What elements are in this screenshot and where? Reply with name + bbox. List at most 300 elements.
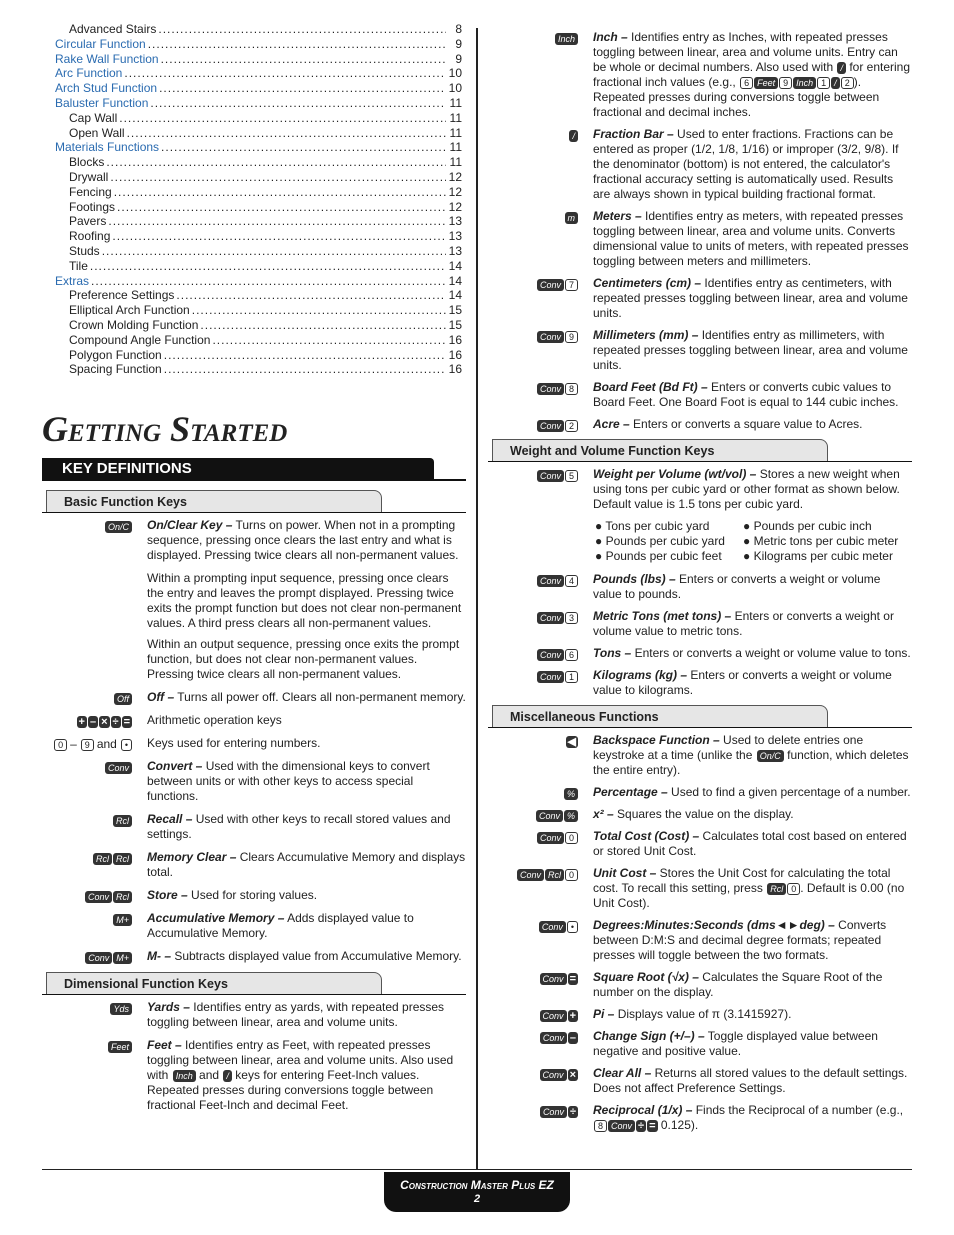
definition-text	[593, 30, 912, 120]
basic-entry	[42, 736, 466, 751]
toc-entry[interactable]	[42, 274, 466, 289]
toc-label: Arc Function	[55, 66, 123, 81]
inline-key-icon: Inch	[793, 77, 816, 89]
right-entry	[488, 328, 912, 373]
definition-text	[593, 829, 912, 859]
toc-page: 8	[455, 22, 462, 36]
definition-body-2: and	[199, 1068, 220, 1082]
toc-leader	[150, 96, 446, 111]
inline-key-icon: Feet	[754, 77, 778, 89]
left-column	[42, 22, 466, 377]
toc-entry[interactable]	[42, 318, 466, 333]
key-combo	[42, 1038, 147, 1113]
definition-body: Identifies entry as Inches, with repeated presses toggling between linear, area and volume units. Entry can be whole or decimal numbers. Also used with	[593, 30, 898, 74]
key-combo	[42, 888, 147, 903]
toc-entry[interactable]	[42, 111, 466, 126]
inline-key-icon: 8	[594, 1120, 607, 1132]
key-combo	[42, 518, 147, 563]
toc-entry[interactable]	[42, 37, 466, 52]
definition-term: Degrees:Minutes:Seconds (dms◄►deg) –	[593, 918, 835, 932]
toc-entry[interactable]	[42, 126, 466, 141]
definition-text	[147, 690, 466, 705]
toc-page: 15	[448, 303, 462, 318]
toc-entry[interactable]	[42, 200, 466, 215]
key-combo	[488, 733, 593, 778]
definition-term: Change Sign (+/–) –	[593, 1029, 705, 1043]
toc-entry[interactable]	[42, 229, 466, 244]
key-Rcl-icon: Rcl	[113, 815, 132, 827]
weight-entry	[488, 609, 912, 639]
onclear-paragraph-2: Within a prompting input sequence, pressing once clears the entry and leaves the prompt displayed. Pressing twice exits the prompt function but does not clear non-permanent values. A third press clears all non-permanent values.	[147, 571, 462, 630]
key-Conv-icon: Conv	[540, 1069, 567, 1081]
definition-body-3: ). Repeated presses during conversions toggle between fractional and decimal inches.	[593, 75, 880, 119]
toc-label: Cap Wall	[69, 110, 118, 125]
toc-leader	[91, 274, 446, 289]
toc-page: 12	[448, 169, 462, 184]
key-M-icon: M+	[113, 914, 132, 926]
key--icon: %	[564, 810, 578, 822]
definition-text	[147, 518, 466, 563]
key-combo	[42, 759, 147, 804]
toc-entry[interactable]	[42, 66, 466, 81]
toc-page: 15	[448, 317, 462, 332]
definition-text	[593, 1007, 912, 1022]
toc-page: 16	[448, 362, 462, 377]
key-OnC-icon: On/C	[105, 521, 132, 533]
right-entry	[488, 417, 912, 432]
toc-entry[interactable]	[42, 170, 466, 185]
toc-label: Roofing	[69, 229, 111, 244]
toc-page: 11	[449, 140, 462, 155]
definition-text	[593, 572, 912, 602]
page-number: 2	[473, 1193, 481, 1205]
definition-text	[147, 1038, 466, 1113]
table-of-contents	[42, 22, 466, 377]
key-combo	[488, 127, 593, 202]
definition-body: Toggle displayed value between negative and positive value.	[593, 1029, 878, 1058]
toc-leader	[102, 244, 446, 259]
toc-entry[interactable]	[42, 96, 466, 111]
toc-leader	[158, 22, 446, 37]
misc-entry	[488, 970, 912, 1000]
definition-text	[593, 668, 912, 698]
key-Conv-icon: Conv	[85, 891, 112, 903]
toc-page: 14	[448, 273, 462, 288]
toc-label: Open Wall	[69, 125, 125, 140]
inline-key-icon: =	[649, 1119, 656, 1132]
key--icon: –	[569, 1031, 576, 1044]
definition-body: Adds displayed value to Accumulative Memory.	[147, 911, 414, 940]
misc-entry	[488, 1029, 912, 1059]
key-combo	[42, 949, 147, 964]
definition-text	[593, 328, 912, 373]
definition-body-3: keys for entering Feet-Inch values. Repeated presses during conversions toggle between fractional Feet-Inch and decimal Feet.	[147, 1068, 434, 1112]
toc-entry[interactable]	[42, 244, 466, 259]
key-3-icon: 3	[565, 612, 578, 624]
definition-body: Keys used for entering numbers.	[147, 736, 321, 750]
definition-term: Total Cost (Cost) –	[593, 829, 700, 843]
basic-entry	[42, 518, 466, 563]
key--icon: •	[567, 921, 578, 933]
key-combo	[488, 380, 593, 410]
key-combo	[42, 812, 147, 842]
definition-text	[593, 127, 912, 202]
definition-term: Metric Tons (met tons) –	[593, 609, 732, 623]
right-entry	[488, 276, 912, 321]
definition-text	[593, 785, 912, 800]
footer-title: Construction Master Plus EZ	[400, 1178, 554, 1192]
definition-term: Yards –	[147, 1000, 190, 1014]
definition-body: Enters or converts a weight or volume value to metric tons.	[593, 609, 894, 638]
key-5-icon: 5	[565, 470, 578, 482]
key--icon: ÷	[112, 715, 119, 728]
toc-entry[interactable]	[42, 348, 466, 363]
definition-body: Turns all power off. Clears all non-permanent memory.	[174, 690, 466, 704]
toc-leader	[117, 200, 446, 215]
definition-term: Board Feet (Bd Ft) –	[593, 380, 708, 394]
definition-text	[593, 807, 912, 822]
key-combo	[488, 609, 593, 639]
weight-entry	[488, 467, 912, 512]
definition-text	[593, 467, 912, 512]
definition-body: Used to delete entries one keystroke at a time (unlike the	[593, 733, 864, 762]
misc-entry	[488, 1066, 912, 1096]
definition-text	[147, 812, 466, 842]
definition-body: Squares the value on the display.	[613, 807, 794, 821]
weight-entry	[488, 572, 912, 602]
definition-text	[147, 759, 466, 804]
key-Conv-icon: Conv	[537, 470, 564, 482]
key-combo	[488, 1066, 593, 1096]
definition-term: Unit Cost –	[593, 866, 657, 880]
key-Conv-icon: Conv	[540, 1010, 567, 1022]
key-combo	[488, 209, 593, 269]
misc-entry	[488, 1103, 912, 1133]
inline-key-icon: ÷	[638, 1119, 645, 1132]
toc-entry[interactable]	[42, 140, 466, 155]
definition-text	[593, 646, 912, 661]
misc-entry	[488, 829, 912, 859]
definition-text	[593, 209, 912, 269]
toc-leader	[164, 348, 446, 363]
key-Feet-icon: Feet	[108, 1041, 132, 1053]
toc-page: 11	[449, 155, 462, 170]
key-Off-icon: Off	[114, 693, 132, 705]
definition-term: Pi –	[593, 1007, 615, 1021]
key-combo	[42, 911, 147, 941]
key-Conv-icon: Conv	[85, 952, 112, 964]
definition-term: Recall –	[147, 812, 193, 826]
page-title: Getting Started	[42, 409, 288, 449]
definition-term: Store –	[147, 888, 188, 902]
definition-body-2: 0.125).	[660, 1118, 699, 1132]
toc-label: Circular Function	[55, 36, 146, 51]
definition-body: Converts between D:M:S and decimal degree formats; repeated presses will toggle between the two formats.	[593, 918, 887, 962]
key-Conv-icon: Conv	[537, 649, 564, 661]
definition-term: Memory Clear –	[147, 850, 237, 864]
definition-body: Arithmetic operation keys	[147, 713, 282, 727]
definition-text	[593, 417, 912, 432]
toc-entry[interactable]	[42, 259, 466, 274]
key-Conv-icon: Conv	[540, 1106, 567, 1118]
definition-body: Displays value of π (3.1415927).	[614, 1007, 792, 1021]
misc-entry	[488, 1007, 912, 1022]
key-Rcl-icon: Rcl	[113, 891, 132, 903]
definition-body: Used with other keys to recall stored values and settings.	[147, 812, 451, 841]
key-Conv-icon: Conv	[537, 832, 564, 844]
definition-term: Clear All –	[593, 1066, 652, 1080]
definition-text	[147, 736, 466, 751]
toc-entry[interactable]	[42, 214, 466, 229]
right-column	[488, 30, 912, 1140]
definition-term: Acre –	[593, 417, 630, 431]
definition-body: Returns all stored values to the default settings. Does not affect Preference Settings.	[593, 1066, 908, 1095]
format-option: ● Metric tons per cubic meter	[743, 534, 899, 548]
toc-leader	[192, 303, 446, 318]
toc-label: Studs	[69, 243, 100, 258]
toc-leader	[148, 37, 446, 52]
inline-key-icon: 0	[787, 883, 800, 895]
definition-text	[593, 970, 912, 1000]
key-combo	[488, 467, 593, 512]
definition-body: Used to enter fractions. Fractions can be entered as proper (1/2, 1/8, 1/16) or improper (3/2, 9/8). If the denominator (bottom) is not entered, the calculator's fractional accuracy setting is automatically used. Results are always shown in typical building fractional format.	[593, 127, 899, 201]
definition-body-2: for entering fractional inch values (e.g.,	[593, 60, 911, 89]
key-combo	[488, 646, 593, 661]
definition-body: Identifies entry as yards, with repeated presses toggling between linear, area and volume units.	[147, 1000, 445, 1029]
toc-leader	[159, 81, 446, 96]
definition-text	[147, 850, 466, 880]
toc-page: 10	[448, 81, 462, 96]
definition-text	[593, 1103, 912, 1133]
key-Conv-icon: Conv	[537, 612, 564, 624]
toc-page: 9	[455, 51, 462, 66]
toc-page: 14	[448, 288, 462, 303]
toc-entry[interactable]	[42, 333, 466, 348]
inline-key-icon: 1	[817, 77, 830, 89]
right-entry	[488, 30, 912, 120]
toc-label: Tile	[69, 258, 88, 273]
definition-term: Feet –	[147, 1038, 182, 1052]
key-Conv-icon: Conv	[540, 973, 567, 985]
toc-label: Spacing Function	[69, 362, 162, 377]
dash-text: –	[70, 737, 77, 751]
definition-term: Kilograms (kg) –	[593, 668, 688, 682]
toc-entry[interactable]	[42, 288, 466, 303]
toc-label: Elliptical Arch Function	[69, 303, 190, 318]
toc-page: 16	[448, 347, 462, 362]
toc-label: Fencing	[69, 184, 112, 199]
key-Inch-icon: Inch	[555, 33, 578, 45]
basic-entry	[42, 949, 466, 964]
key-Rcl-icon: Rcl	[93, 853, 112, 865]
key-6-icon: 6	[565, 649, 578, 661]
key-combo	[42, 690, 147, 705]
toc-label: Drywall	[69, 169, 109, 184]
key-Conv-icon: Conv	[536, 810, 563, 822]
page-footer	[384, 1172, 570, 1212]
key-combo	[42, 736, 147, 751]
definition-body: Used to find a given percentage of a number.	[667, 785, 911, 799]
key-9-icon: 9	[81, 739, 94, 751]
definition-text	[593, 276, 912, 321]
key-combo	[488, 328, 593, 373]
key-combo	[42, 850, 147, 880]
definition-term: Square Root (√x) –	[593, 970, 699, 984]
key--icon: ÷	[569, 1105, 576, 1118]
format-option: ● Pounds per cubic feet	[595, 549, 722, 563]
definition-term: Millimeters (mm) –	[593, 328, 699, 342]
key--icon: ◀	[567, 735, 576, 748]
key-0-icon: 0	[54, 739, 67, 751]
definition-text	[593, 609, 912, 639]
definition-term: M- –	[147, 949, 171, 963]
format-option: ● Pounds per cubic inch	[743, 519, 872, 533]
section-misc-keys: Miscellaneous Functions	[488, 705, 912, 727]
key-Rcl-icon: Rcl	[113, 853, 132, 865]
key-Conv-icon: Conv	[537, 331, 564, 343]
definition-text	[593, 380, 912, 410]
toc-label: Extras	[55, 273, 90, 288]
definition-term: Off –	[147, 690, 175, 704]
toc-label: Compound Angle Function	[69, 332, 211, 347]
toc-page: 12	[448, 199, 462, 214]
section-weight-keys: Weight and Volume Function Keys	[488, 439, 912, 461]
toc-label: Materials Functions	[55, 140, 160, 155]
key-combo	[488, 970, 593, 1000]
column-divider	[476, 28, 478, 1170]
definition-text	[147, 949, 466, 964]
toc-leader	[112, 229, 446, 244]
key-combo	[42, 1000, 147, 1030]
key-Conv-icon: Conv	[539, 921, 566, 933]
key--icon: ×	[569, 1068, 576, 1081]
definition-body: Turns on power. When not in a prompting sequence, pressing once clears the last entry and what is displayed. Pressing twice clears all non-permanent values.	[147, 518, 459, 562]
key-4-icon: 4	[565, 575, 578, 587]
definition-body: Identifies entry as millimeters, with repeated presses toggling between linear, area and volume units.	[593, 328, 908, 372]
toc-page: 13	[448, 243, 462, 258]
definition-body: Enters or converts a weight or volume value to pounds.	[593, 572, 881, 601]
weight-entry	[488, 668, 912, 698]
key-combo	[488, 1103, 593, 1133]
misc-entry	[488, 733, 912, 778]
definition-body: Used with the dimensional keys to convert between units or with other keys to access special functions.	[147, 759, 430, 803]
toc-page: 11	[449, 110, 462, 125]
definition-body: Enters or converts a weight or volume value to tons.	[631, 646, 911, 660]
key-combo	[488, 829, 593, 859]
misc-entry	[488, 918, 912, 963]
definition-text	[147, 713, 466, 728]
key-Conv-icon: Conv	[517, 869, 544, 881]
toc-page: 13	[448, 214, 462, 229]
key-combo	[488, 785, 593, 800]
definition-body: Identifies entry as centimeters, with repeated presses toggling between linear, area and volume units.	[593, 276, 908, 320]
key--icon: •	[121, 739, 132, 751]
toc-page: 14	[448, 258, 462, 273]
key-8-icon: 8	[565, 383, 578, 395]
definition-text	[147, 1000, 466, 1030]
inline-key-icon: Conv	[608, 1120, 635, 1132]
toc-entry[interactable]	[42, 22, 466, 37]
key-0-icon: 0	[565, 832, 578, 844]
definition-term: Accumulative Memory –	[147, 911, 285, 925]
definition-term: Pounds (lbs) –	[593, 572, 676, 586]
definition-body: Enters or converts a square value to Acres.	[629, 417, 863, 431]
key-Rcl-icon: Rcl	[545, 869, 564, 881]
left-definitions	[42, 490, 466, 1121]
key--icon: –	[89, 715, 97, 728]
definition-term: Inch –	[593, 30, 628, 44]
definition-text	[147, 888, 466, 903]
toc-page: 12	[448, 184, 462, 199]
definition-term: Fraction Bar –	[593, 127, 674, 141]
definition-text	[593, 918, 912, 963]
inline-key-icon: 9	[779, 77, 792, 89]
right-entry	[488, 127, 912, 202]
onclear-paragraph-3: Within an output sequence, pressing once exits the prompt function, but does not clear non-permanent values. Pressing twice clears all non-permanent values.	[147, 637, 460, 681]
right-entry	[488, 209, 912, 269]
definition-term: On/Clear Key –	[147, 518, 233, 532]
key-combo	[488, 276, 593, 321]
key-7-icon: 7	[565, 279, 578, 291]
definition-body: Identifies entry as Feet, with repeated presses toggling between linear, area and volume units. Also used with	[147, 1038, 454, 1082]
toc-entry[interactable]	[42, 185, 466, 200]
toc-leader	[90, 259, 446, 274]
key-definitions-banner: KEY DEFINITIONS	[42, 458, 434, 480]
definition-text	[593, 1066, 912, 1096]
basic-entry	[42, 690, 466, 705]
toc-entry[interactable]	[42, 303, 466, 318]
definition-body: Enters or converts cubic values to Board Feet. One Board Foot is equal to 144 cubic inches.	[593, 380, 899, 409]
toc-entry[interactable]	[42, 81, 466, 96]
definition-term: x² –	[593, 807, 614, 821]
definition-body: Identifies entry as meters, with repeated presses toggling between linear, area and volume units. Converts dimensional value to units of meters, with repeated presses toggling between meters and millimeters.	[593, 209, 909, 268]
key-combo	[488, 668, 593, 698]
key-Conv-icon: Conv	[537, 383, 564, 395]
misc-entry	[488, 866, 912, 911]
key-combo	[488, 30, 593, 120]
key-0-icon: 0	[565, 869, 578, 881]
definition-term: Meters –	[593, 209, 642, 223]
toc-entry[interactable]	[42, 52, 466, 67]
toc-label: Crown Molding Function	[69, 317, 199, 332]
key-combo	[488, 572, 593, 602]
key-1-icon: 1	[565, 671, 578, 683]
toc-label: Pavers	[69, 214, 107, 229]
definition-body: Calculates the Square Root of the number on the display.	[593, 970, 883, 999]
inline-key-icon: 6	[740, 77, 753, 89]
key-combo	[488, 807, 593, 822]
key--icon: +	[569, 1009, 576, 1022]
key-Yds-icon: Yds	[110, 1003, 132, 1015]
definition-term: Backspace Function –	[593, 733, 720, 747]
toc-page: 11	[449, 125, 462, 140]
toc-entry[interactable]	[42, 362, 466, 377]
definition-term: Percentage –	[593, 785, 668, 799]
weight-format-list	[595, 519, 912, 564]
misc-entry	[488, 785, 912, 800]
toc-entry[interactable]	[42, 155, 466, 170]
basic-entry	[42, 713, 466, 728]
toc-label: Preference Settings	[69, 288, 175, 303]
definition-body-2: function, which deletes the entire entry).	[593, 748, 909, 777]
inline-key-icon: /	[837, 62, 846, 74]
toc-leader	[200, 318, 446, 333]
toc-leader	[108, 214, 446, 229]
basic-entry	[42, 888, 466, 903]
key--icon: =	[569, 972, 576, 985]
weight-entry	[488, 646, 912, 661]
toc-leader	[110, 170, 446, 185]
